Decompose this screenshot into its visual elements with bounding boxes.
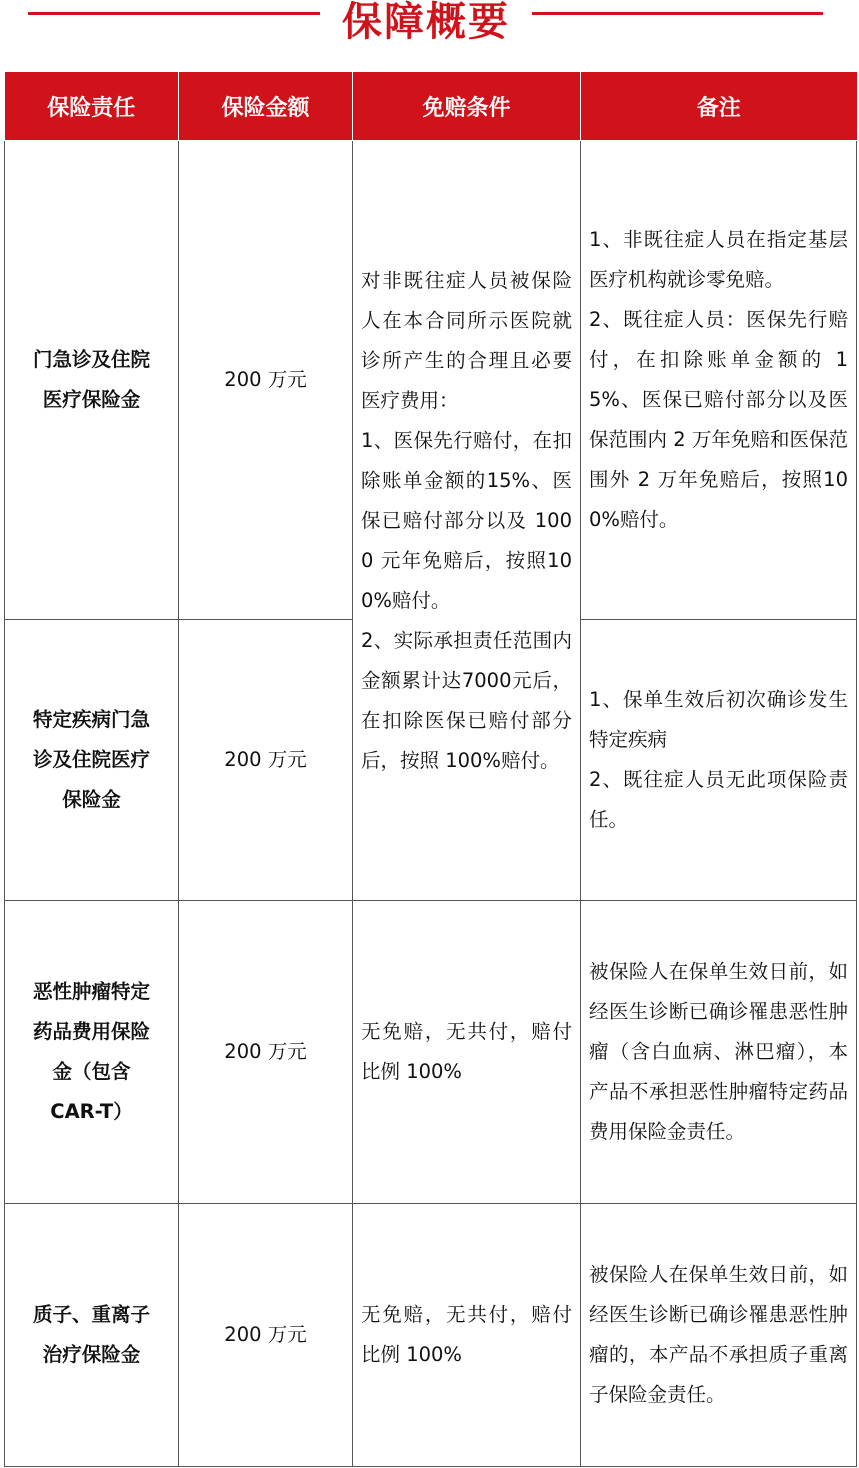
duty-line: 诊及住院医疗 xyxy=(32,748,150,771)
coverage-summary-table xyxy=(4,72,857,1467)
amount-cell: 200 万元 xyxy=(179,141,353,620)
condition-cell: 无免赔，无共付，赔付比例 100% xyxy=(353,901,581,1204)
duty-line: 医疗保险金 xyxy=(42,388,141,411)
note-cell: 被保险人在保单生效日前，如经医生诊断已确诊罹患恶性肿瘤的，本产品不承担质子重离子保险金责任。 xyxy=(581,1204,857,1467)
duty-line: 药品费用保险 xyxy=(32,1020,150,1043)
table-header-row xyxy=(5,72,857,141)
table-row xyxy=(5,1204,857,1467)
duty-cell xyxy=(5,901,179,1204)
header-duty: 保险责任 xyxy=(5,72,179,141)
duty-line: 门急诊及住院 xyxy=(32,348,150,371)
note-cell: 1、保单生效后初次确诊发生特定疾病 2、既往症人员无此项保险责任。 xyxy=(581,620,857,901)
header-amount: 保险金额 xyxy=(179,72,353,141)
duty-line: 治疗保险金 xyxy=(42,1343,141,1366)
condition-cell: 无免赔，无共付，赔付比例 100% xyxy=(353,1204,581,1467)
note-cell: 1、非既往症人员在指定基层医疗机构就诊零免赔。 2、既往症人员：医保先行赔付，在扣除账单金额的 15%、医保已赔付部分以及医保范围内 2 万年免赔和医保范围外 2 万年免赔后，按照100%赔付。 xyxy=(581,141,857,620)
duty-line: 质子、重离子 xyxy=(32,1303,150,1326)
duty-cell xyxy=(5,1204,179,1467)
duty-cell xyxy=(5,620,179,901)
condition-cell: 对非既往症人员被保险人在本合同所示医院就诊所产生的合理且必要医疗费用： 1、医保先行赔付，在扣除账单金额的15%、医保已赔付部分以及 1000 元年免赔后，按照100%赔付。 2、实际承担责任范围内金额累计达7000元后，在扣除医保已赔付部分后，按照 100%赔付。 xyxy=(353,141,581,901)
header-condition: 免赔条件 xyxy=(353,72,581,141)
page-title: 保障概要 xyxy=(342,0,510,45)
duty-line: 恶性肿瘤特定 xyxy=(32,980,150,1003)
duty-line: 金（包含 xyxy=(52,1060,131,1083)
title-divider-left xyxy=(28,12,320,15)
table-row xyxy=(5,141,857,620)
amount-cell: 200 万元 xyxy=(179,620,353,901)
amount-cell: 200 万元 xyxy=(179,1204,353,1467)
duty-cell xyxy=(5,141,179,620)
note-cell: 被保险人在保单生效日前，如经医生诊断已确诊罹患恶性肿瘤（含白血病、淋巴瘤），本产品不承担恶性肿瘤特定药品费用保险金责任。 xyxy=(581,901,857,1204)
table-row xyxy=(5,901,857,1204)
duty-line: 特定疾病门急 xyxy=(32,708,150,731)
title-bar xyxy=(0,0,859,70)
amount-cell: 200 万元 xyxy=(179,901,353,1204)
header-note: 备注 xyxy=(581,72,857,141)
duty-line: 保险金 xyxy=(62,788,121,811)
title-divider-right xyxy=(532,12,823,15)
duty-line: CAR-T） xyxy=(50,1100,133,1123)
